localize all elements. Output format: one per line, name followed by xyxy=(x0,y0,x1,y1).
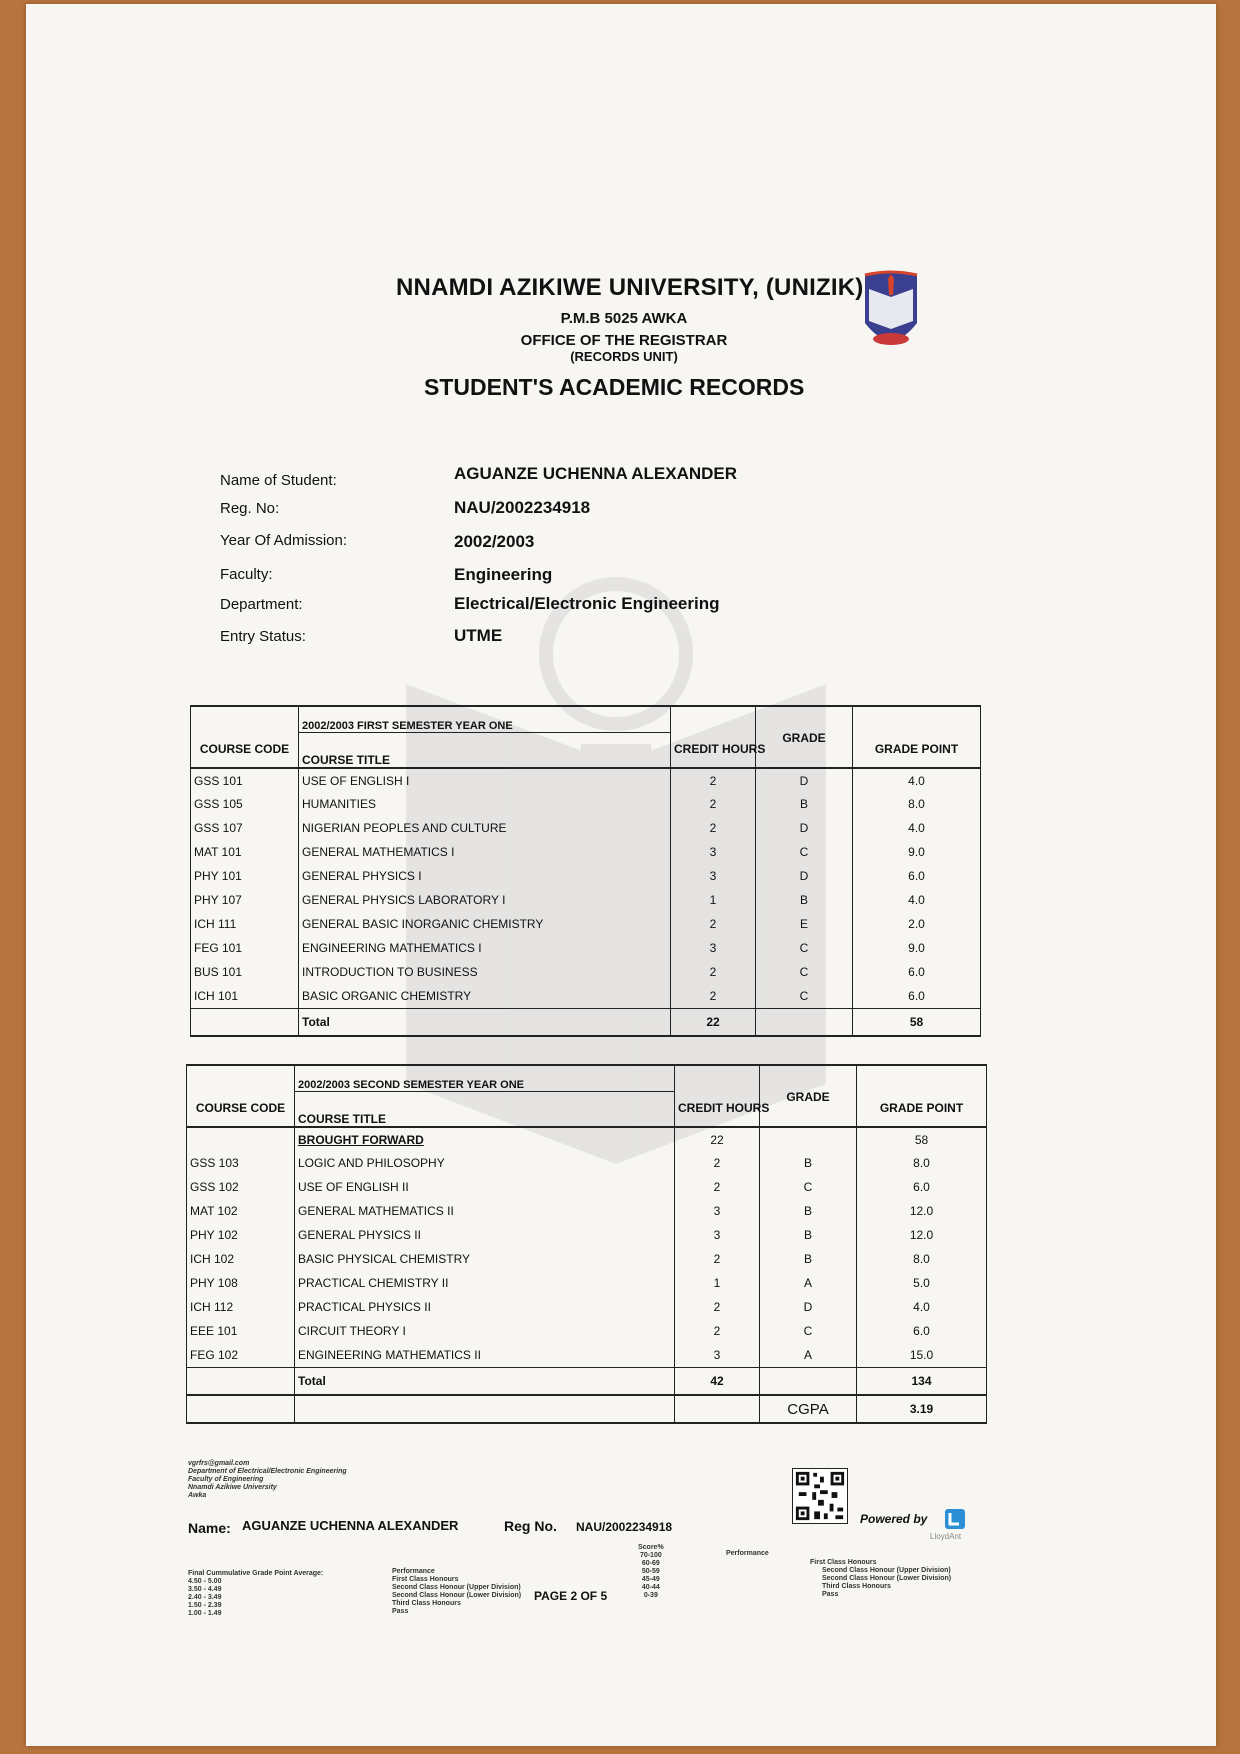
table-row xyxy=(191,912,981,936)
department: Electrical/Electronic Engineering xyxy=(454,594,720,613)
credit-hours: 1 xyxy=(671,888,756,912)
qr-code-icon xyxy=(792,1468,848,1524)
brand-name: LloydAnt xyxy=(930,1532,962,1541)
table-row xyxy=(187,1247,987,1271)
total-row xyxy=(187,1367,987,1395)
table-row xyxy=(187,1151,987,1175)
performance2-title: Performance xyxy=(726,1550,769,1557)
course-code: ICH 102 xyxy=(187,1247,295,1271)
performance-list xyxy=(392,1568,521,1616)
cgpa-scale-row: 3.50 - 4.49 xyxy=(188,1586,222,1593)
course-code: ICH 101 xyxy=(191,984,299,1008)
grade-point: 6.0 xyxy=(857,1319,987,1343)
performance-title: Performance xyxy=(392,1568,435,1575)
second-semester-table xyxy=(186,1064,987,1424)
course-title: USE OF ENGLISH I xyxy=(299,768,671,792)
col-grade-header: GRADE xyxy=(760,1091,857,1127)
credit-hours: 3 xyxy=(675,1199,760,1223)
records-unit: (RECORDS UNIT) xyxy=(570,349,678,364)
grade: A xyxy=(760,1343,857,1367)
credit-hours: 3 xyxy=(671,864,756,888)
credit-hours: 2 xyxy=(671,792,756,816)
course-title: INTRODUCTION TO BUSINESS xyxy=(299,960,671,984)
grade: D xyxy=(760,1295,857,1319)
grade: B xyxy=(760,1199,857,1223)
university-name: NNAMDI AZIKIWE UNIVERSITY, (UNIZIK) xyxy=(396,274,864,301)
score-row: 70-100 xyxy=(639,1552,662,1559)
course-title: CIRCUIT THEORY I xyxy=(295,1319,675,1343)
course-code: GSS 101 xyxy=(191,768,299,792)
footer-reg: NAU/2002234918 xyxy=(576,1520,673,1534)
score-row: 45-49 xyxy=(641,1576,660,1583)
course-title: GENERAL PHYSICS II xyxy=(295,1223,675,1247)
col-credit-header: CREDIT HOURS xyxy=(675,1091,760,1127)
performance-row: Third Class Honours xyxy=(392,1600,461,1607)
course-title: BASIC ORGANIC CHEMISTRY xyxy=(299,984,671,1008)
cgpa-scale-title: Final Cummulative Grade Point Average: xyxy=(188,1570,324,1577)
col-point-header: GRADE POINT xyxy=(853,732,981,768)
grade-point: 8.0 xyxy=(857,1247,987,1271)
col-grade-header: GRADE xyxy=(756,732,853,768)
brought-forward-credit: 22 xyxy=(675,1127,760,1151)
credit-hours: 3 xyxy=(671,936,756,960)
cgpa-value: 3.19 xyxy=(857,1395,987,1423)
grade-point: 8.0 xyxy=(857,1151,987,1175)
total-label: Total xyxy=(295,1367,675,1395)
performance2-row: Second Class Honour (Upper Division) xyxy=(822,1567,951,1574)
table-row xyxy=(187,1343,987,1367)
first-semester-table xyxy=(190,705,981,1037)
brought-forward-row xyxy=(187,1127,987,1151)
course-code: GSS 103 xyxy=(187,1151,295,1175)
grade: C xyxy=(760,1175,857,1199)
col-code-header: COURSE CODE xyxy=(187,1091,295,1127)
course-title: ENGINEERING MATHEMATICS I xyxy=(299,936,671,960)
course-code: PHY 101 xyxy=(191,864,299,888)
course-title: LOGIC AND PHILOSOPHY xyxy=(295,1151,675,1175)
credit-hours: 2 xyxy=(675,1295,760,1319)
footer-dept: Department of Electrical/Electronic Engineering xyxy=(188,1468,347,1475)
footer-uni: Nnamdi Azikiwe University xyxy=(188,1484,277,1491)
cgpa-scale xyxy=(188,1570,323,1618)
cgpa-scale-row: 1.50 - 2.39 xyxy=(188,1602,222,1609)
course-title: PRACTICAL PHYSICS II xyxy=(295,1295,675,1319)
table-row xyxy=(191,960,981,984)
performance-row: First Class Honours xyxy=(392,1576,459,1583)
grade: B xyxy=(760,1247,857,1271)
grade: B xyxy=(756,792,853,816)
grade-point: 15.0 xyxy=(857,1343,987,1367)
grade-point: 8.0 xyxy=(853,792,981,816)
cgpa-scale-row: 2.40 - 3.49 xyxy=(188,1594,222,1601)
cgpa-label: CGPA xyxy=(760,1395,857,1423)
course-title: GENERAL PHYSICS LABORATORY I xyxy=(299,888,671,912)
course-code: GSS 107 xyxy=(191,816,299,840)
grade-point: 6.0 xyxy=(857,1175,987,1199)
grade: D xyxy=(756,864,853,888)
footer-contact xyxy=(188,1460,347,1500)
document-page xyxy=(26,4,1216,1746)
performance-row: Pass xyxy=(392,1608,409,1615)
admission-label: Year Of Admission: xyxy=(220,532,348,549)
course-code: MAT 102 xyxy=(187,1199,295,1223)
table-header-row xyxy=(187,1091,987,1127)
lloydant-logo-icon xyxy=(944,1508,966,1530)
col-point-header: GRADE POINT xyxy=(857,1091,987,1127)
grade: B xyxy=(760,1151,857,1175)
score-list xyxy=(638,1544,664,1600)
grade: B xyxy=(756,888,853,912)
grade-point: 4.0 xyxy=(853,768,981,792)
semester-heading: 2002/2003 SECOND SEMESTER YEAR ONE xyxy=(295,1065,675,1091)
credit-hours: 3 xyxy=(675,1343,760,1367)
credit-hours: 2 xyxy=(671,912,756,936)
table-row xyxy=(187,1295,987,1319)
course-code: EEE 101 xyxy=(187,1319,295,1343)
cgpa-scale-row: 4.50 - 5.00 xyxy=(188,1578,222,1585)
total-row xyxy=(191,1008,981,1036)
grade: C xyxy=(756,936,853,960)
table-row xyxy=(191,864,981,888)
faculty: Engineering xyxy=(454,565,553,584)
performance-row: Second Class Honour (Lower Division) xyxy=(392,1592,522,1599)
footer-town: Awka xyxy=(188,1492,207,1499)
credit-hours: 2 xyxy=(675,1151,760,1175)
table-row xyxy=(191,936,981,960)
grade: C xyxy=(756,960,853,984)
table-row xyxy=(187,1271,987,1295)
grade: A xyxy=(760,1271,857,1295)
footer-email: vgrfrs@gmail.com xyxy=(188,1460,250,1467)
performance-row: Second Class Honour (Upper Division) xyxy=(392,1584,521,1591)
registrar-office: OFFICE OF THE REGISTRAR xyxy=(520,332,728,349)
course-code: BUS 101 xyxy=(191,960,299,984)
grade-point: 9.0 xyxy=(853,936,981,960)
course-code: PHY 107 xyxy=(191,888,299,912)
reg-no-label: Reg. No: xyxy=(220,500,280,517)
table-row xyxy=(191,816,981,840)
col-title-header: COURSE TITLE xyxy=(295,1091,675,1127)
grade-point: 6.0 xyxy=(853,864,981,888)
credit-hours: 2 xyxy=(675,1175,760,1199)
total-credit: 42 xyxy=(675,1367,760,1395)
total-point: 58 xyxy=(853,1008,981,1036)
course-title: GENERAL PHYSICS I xyxy=(299,864,671,888)
course-code: ICH 111 xyxy=(191,912,299,936)
table-row xyxy=(191,792,981,816)
credit-hours: 2 xyxy=(671,960,756,984)
course-title: GENERAL MATHEMATICS II xyxy=(295,1199,675,1223)
course-title: NIGERIAN PEOPLES AND CULTURE xyxy=(299,816,671,840)
course-code: MAT 101 xyxy=(191,840,299,864)
grade-point: 6.0 xyxy=(853,984,981,1008)
student-name: AGUANZE UCHENNA ALEXANDER xyxy=(454,464,738,483)
score-row: 50-59 xyxy=(641,1568,660,1575)
grade-point: 4.0 xyxy=(853,816,981,840)
table-row xyxy=(191,984,981,1008)
grade-point: 5.0 xyxy=(857,1271,987,1295)
table-row xyxy=(187,1199,987,1223)
grade: D xyxy=(756,768,853,792)
course-code: FEG 101 xyxy=(191,936,299,960)
document-title: STUDENT'S ACADEMIC RECORDS xyxy=(424,374,805,400)
grade: B xyxy=(760,1223,857,1247)
faculty-label: Faculty: xyxy=(220,566,273,583)
grade-point: 4.0 xyxy=(853,888,981,912)
course-code: PHY 102 xyxy=(187,1223,295,1247)
course-title: BASIC PHYSICAL CHEMISTRY xyxy=(295,1247,675,1271)
grade-point: 12.0 xyxy=(857,1223,987,1247)
page-number: PAGE 2 OF 5 xyxy=(534,1589,608,1603)
course-title: ENGINEERING MATHEMATICS II xyxy=(295,1343,675,1367)
grade-point: 12.0 xyxy=(857,1199,987,1223)
grade-point: 4.0 xyxy=(857,1295,987,1319)
course-code: FEG 102 xyxy=(187,1343,295,1367)
footer-faculty: Faculty of Engineering xyxy=(188,1476,264,1483)
grade-point: 6.0 xyxy=(853,960,981,984)
brought-forward-label: BROUGHT FORWARD xyxy=(295,1127,675,1151)
brought-forward-point: 58 xyxy=(857,1127,987,1151)
course-title: PRACTICAL CHEMISTRY II xyxy=(295,1271,675,1295)
table-row xyxy=(187,1175,987,1199)
course-title: GENERAL MATHEMATICS I xyxy=(299,840,671,864)
university-crest-icon xyxy=(861,269,921,359)
course-code: GSS 102 xyxy=(187,1175,295,1199)
course-title: USE OF ENGLISH II xyxy=(295,1175,675,1199)
entry-status: UTME xyxy=(454,626,503,645)
university-address: P.M.B 5025 AWKA xyxy=(560,310,688,327)
course-code: ICH 112 xyxy=(187,1295,295,1319)
score-row: 0-39 xyxy=(643,1592,658,1599)
credit-hours: 1 xyxy=(675,1271,760,1295)
col-code-header: COURSE CODE xyxy=(191,732,299,768)
total-label: Total xyxy=(299,1008,671,1036)
reg-no: NAU/2002234918 xyxy=(454,498,591,517)
course-code: PHY 108 xyxy=(187,1271,295,1295)
credit-hours: 2 xyxy=(671,816,756,840)
credit-hours: 2 xyxy=(675,1247,760,1271)
course-title: GENERAL BASIC INORGANIC CHEMISTRY xyxy=(299,912,671,936)
grade: C xyxy=(756,840,853,864)
table-row xyxy=(191,840,981,864)
footer-reg-label: Reg No. xyxy=(504,1518,557,1534)
course-title: HUMANITIES xyxy=(299,792,671,816)
table-header-row xyxy=(191,732,981,768)
grade: C xyxy=(756,984,853,1008)
admission-year: 2002/2003 xyxy=(454,532,535,551)
score-row: 40-44 xyxy=(641,1584,660,1591)
course-code: GSS 105 xyxy=(191,792,299,816)
performance2-list xyxy=(810,1559,951,1599)
performance2-row: First Class Honours xyxy=(810,1559,877,1566)
grade: C xyxy=(760,1319,857,1343)
performance2-row: Second Class Honour (Lower Division) xyxy=(822,1575,952,1582)
score-row: 60-69 xyxy=(641,1560,660,1567)
powered-by-label: Powered by xyxy=(860,1512,928,1526)
credit-hours: 2 xyxy=(671,768,756,792)
cgpa-scale-row: 1.00 - 1.49 xyxy=(188,1610,222,1617)
entry-status-label: Entry Status: xyxy=(220,628,306,645)
total-credit: 22 xyxy=(671,1008,756,1036)
total-point: 134 xyxy=(857,1367,987,1395)
performance2-row: Third Class Honours xyxy=(822,1583,891,1590)
credit-hours: 2 xyxy=(671,984,756,1008)
department-label: Department: xyxy=(220,596,303,613)
grade: D xyxy=(756,816,853,840)
table-row xyxy=(191,888,981,912)
table-row xyxy=(187,1223,987,1247)
footer-name-label: Name: xyxy=(188,1520,231,1536)
table-row xyxy=(191,768,981,792)
footer-name: AGUANZE UCHENNA ALEXANDER xyxy=(242,1518,459,1533)
credit-hours: 3 xyxy=(675,1223,760,1247)
credit-hours: 2 xyxy=(675,1319,760,1343)
grade-point: 2.0 xyxy=(853,912,981,936)
performance2-row: Pass xyxy=(822,1591,839,1598)
grade-point: 9.0 xyxy=(853,840,981,864)
col-title-header: COURSE TITLE xyxy=(299,732,671,768)
col-credit-header: CREDIT HOURS xyxy=(671,732,756,768)
student-name-label: Name of Student: xyxy=(220,472,337,489)
table-row xyxy=(187,1319,987,1343)
semester-heading: 2002/2003 FIRST SEMESTER YEAR ONE xyxy=(299,706,671,732)
credit-hours: 3 xyxy=(671,840,756,864)
score-title: Score% xyxy=(638,1544,664,1551)
cgpa-row xyxy=(187,1395,987,1423)
grade: E xyxy=(756,912,853,936)
